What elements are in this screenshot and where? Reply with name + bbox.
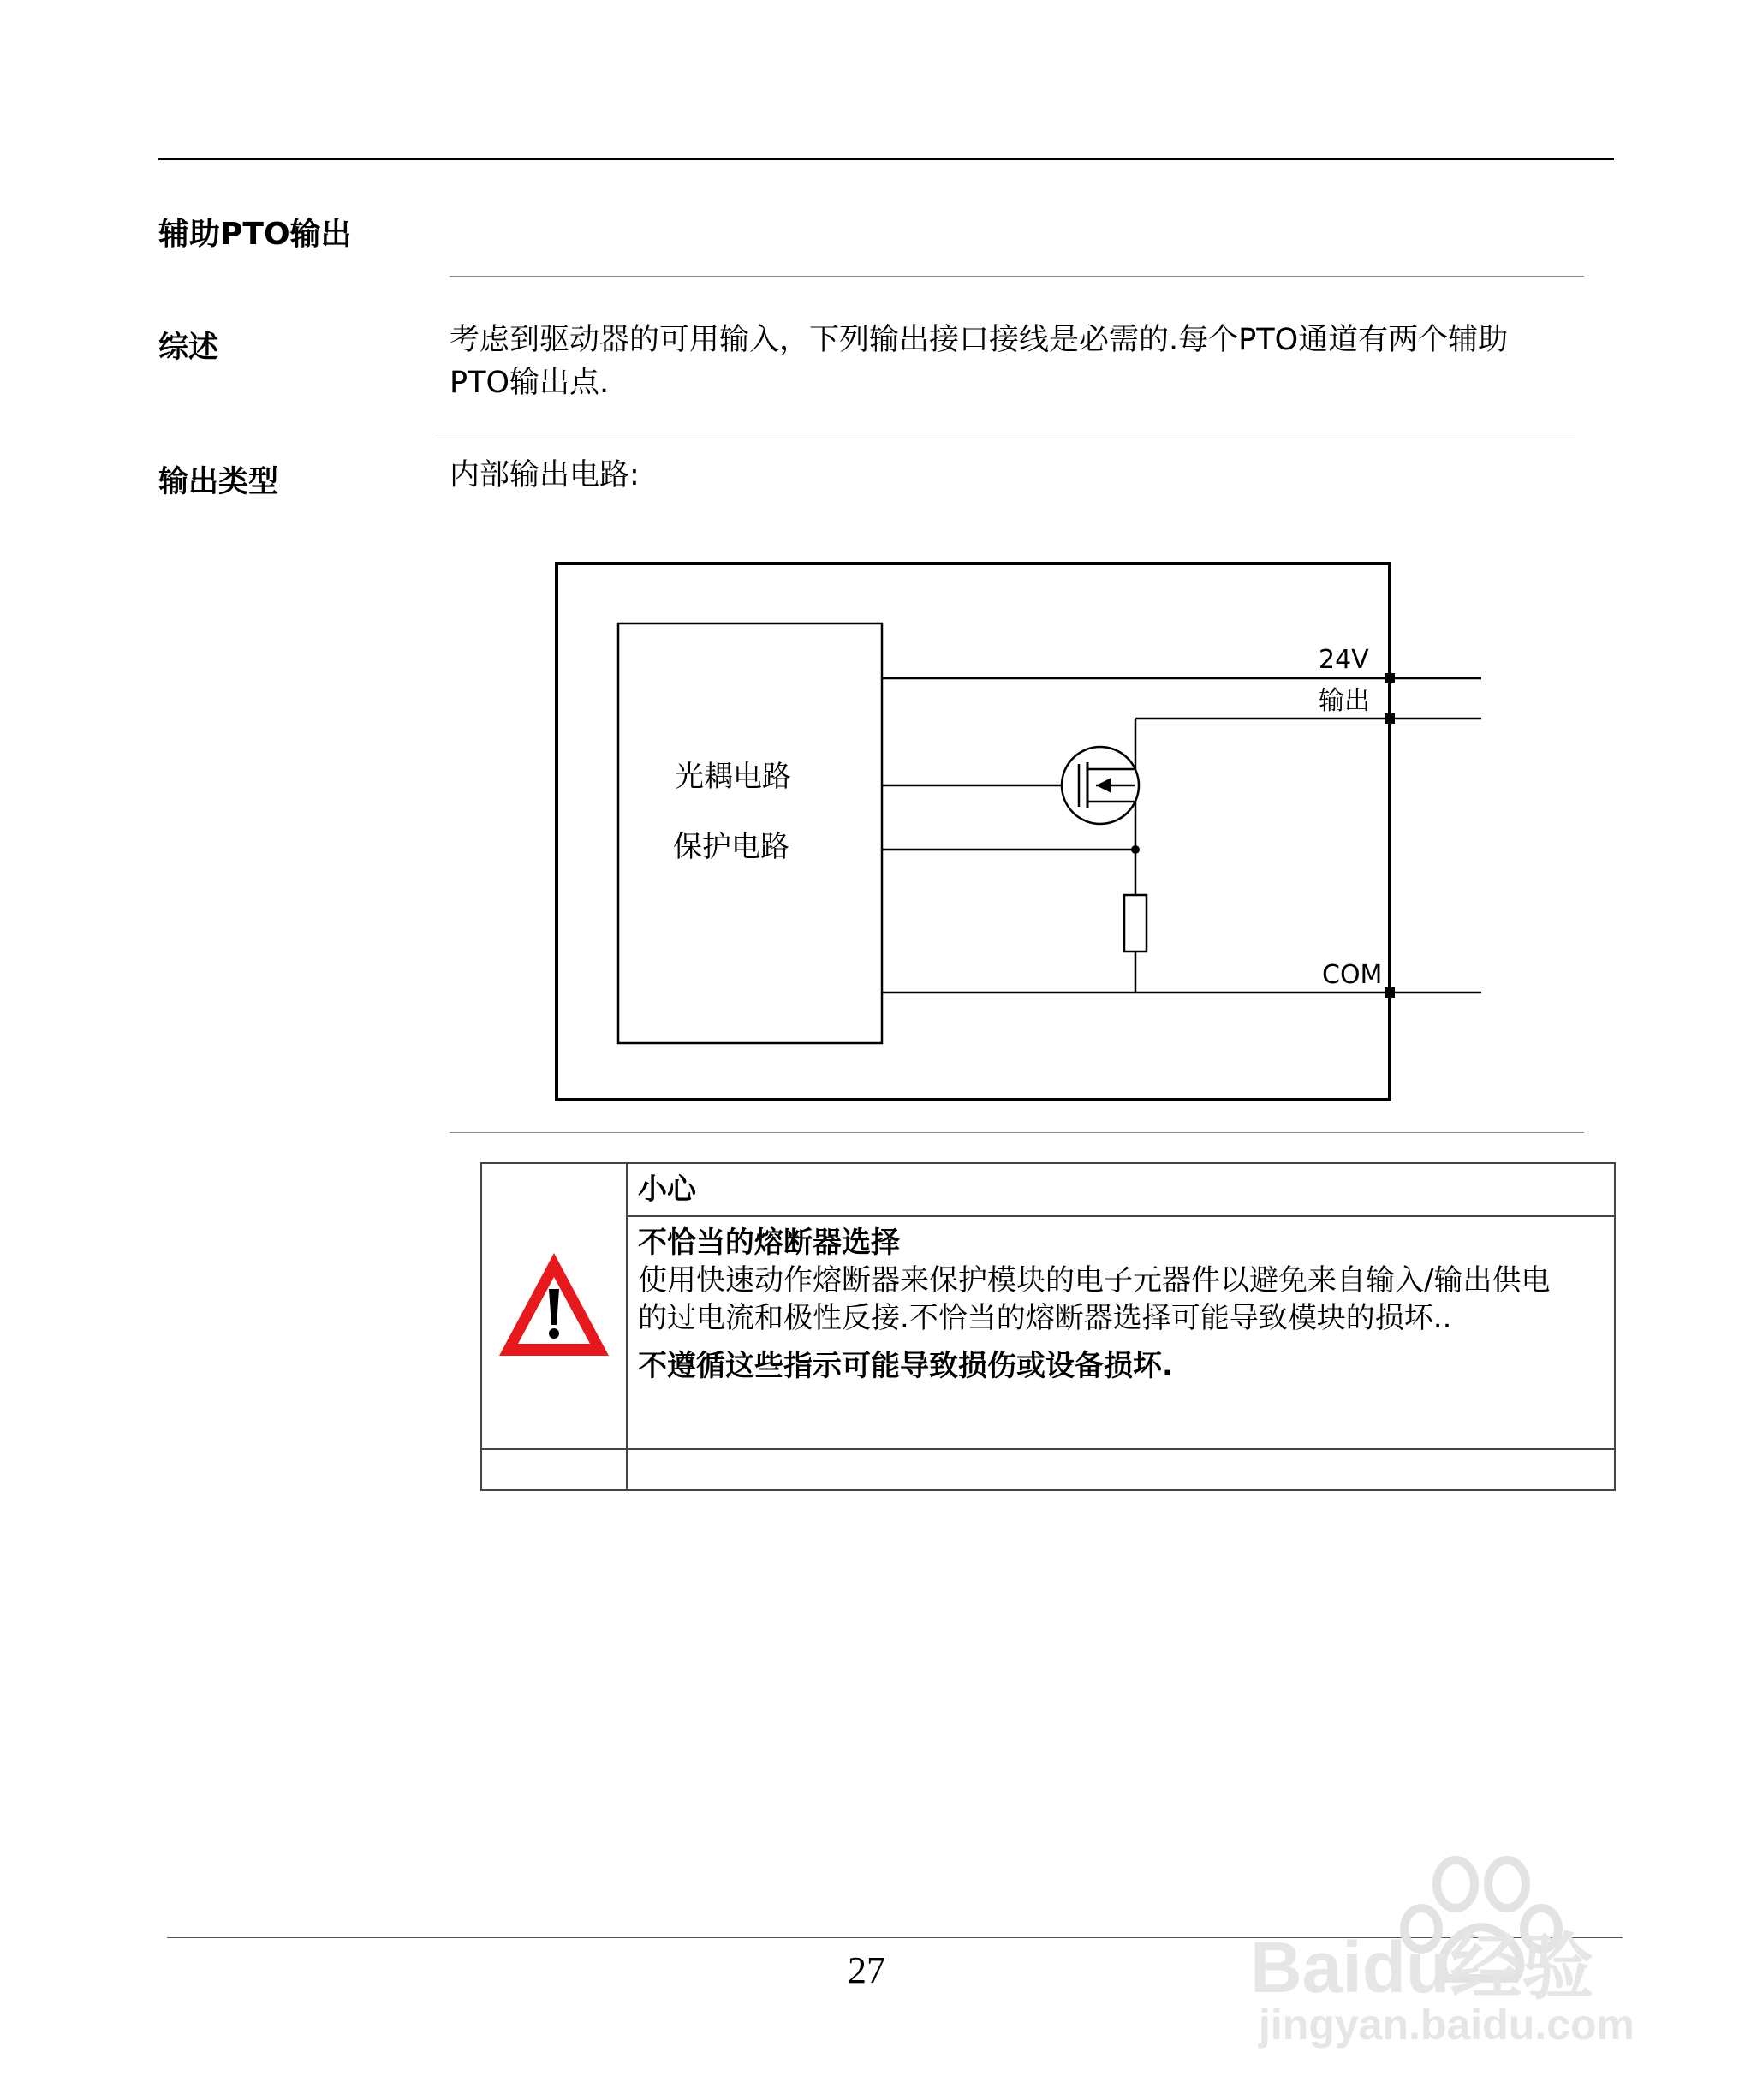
caution-footer-left <box>481 1449 627 1490</box>
terminal-24v-dot <box>1385 673 1395 683</box>
terminal-24v-label: 24V <box>1319 645 1369 675</box>
caution-body-line1: 使用快速动作熔断器来保护模块的电子元器件以避免来自输入/输出供电 <box>638 1263 1551 1298</box>
terminal-output-label: 输出 <box>1319 686 1370 716</box>
section-divider <box>450 276 1584 277</box>
output-type-label: 输出类型 <box>158 465 279 499</box>
caution-icon-cell <box>481 1163 627 1449</box>
diagram-divider <box>450 1132 1584 1133</box>
caution-body-line2: 的过电流和极性反接.不恰当的熔断器选择可能导致模块的损坏.. <box>638 1301 1452 1335</box>
caution-warning: 不遵循这些指示可能导致损伤或设备损坏. <box>638 1349 1173 1383</box>
watermark-brand: Baidu经验 <box>1250 1927 1594 2008</box>
resistor-symbol <box>1124 895 1147 952</box>
page-number: 27 <box>848 1949 885 1991</box>
warning-triangle-icon <box>494 1246 614 1366</box>
optocoupler-label: 光耦电路 <box>675 760 791 794</box>
terminal-com-dot <box>1385 987 1395 998</box>
terminal-com-label: COM <box>1322 960 1383 990</box>
top-rule <box>158 158 1614 160</box>
mosfet-symbol <box>1062 747 1139 824</box>
caution-header-cell <box>627 1163 1615 1216</box>
overview-text-line1: 考虑到驱动器的可用输入，下列输出接口接线是必需的.每个PTO通道有两个辅助 <box>450 323 1509 357</box>
output-circuit-diagram <box>548 548 1490 1113</box>
watermark-url: jingyan.baidu.com <box>1259 2001 1635 2049</box>
overview-label: 综述 <box>158 331 219 365</box>
caution-content-cell <box>627 1216 1615 1449</box>
protection-label: 保护电路 <box>673 830 789 864</box>
section-title: 辅助PTO输出 <box>158 217 352 252</box>
output-type-text: 内部输出电路: <box>450 458 640 492</box>
caution-header: 小心 <box>638 1172 696 1207</box>
caution-footer-right <box>627 1449 1615 1490</box>
overview-text-line2: PTO输出点. <box>450 366 610 400</box>
caution-title: 不恰当的熔断器选择 <box>638 1226 900 1260</box>
caution-box <box>480 1162 1616 1491</box>
terminal-output-dot <box>1385 713 1395 724</box>
